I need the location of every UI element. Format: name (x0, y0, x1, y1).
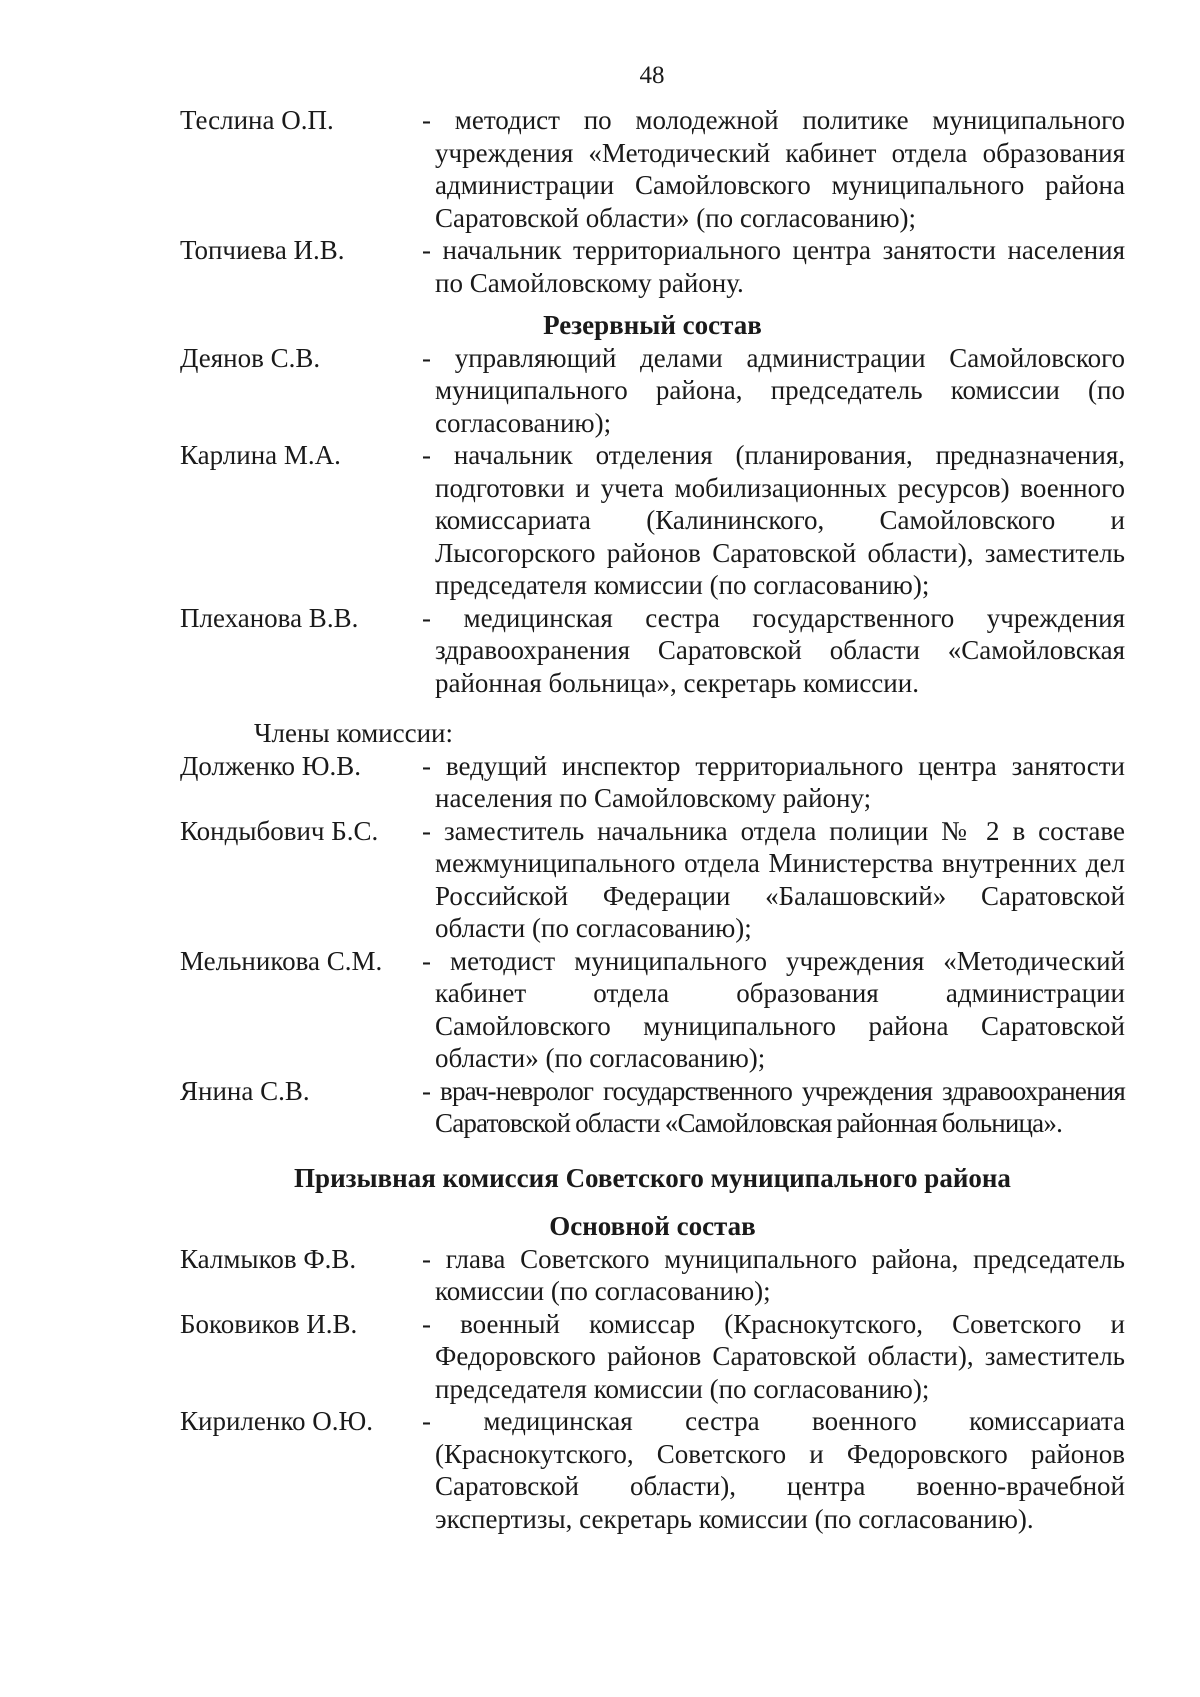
section-heading-commission: Призывная комиссия Советского муниципального района (294, 1162, 1011, 1193)
section-heading-main: Основной состав (549, 1211, 756, 1241)
person-role: - заместитель начальника отдела полиции № 2 в составе межмуниципального отдела Министерства внутренних дел Российской Федерации «Балашовский» Саратовской области (по согласованию); (422, 815, 1125, 943)
list-item (180, 1243, 1125, 1308)
list-item (180, 945, 1125, 1075)
person-role: - медицинская сестра государственного учреждения здравоохранения Саратовской области «Самойловская районная больница», секретарь комиссии. (422, 602, 1125, 698)
list-item (180, 342, 1125, 440)
person-role: - начальник территориального центра занятости населения по Самойловскому району. (422, 235, 1125, 298)
person-name: Деянов С.В. (180, 342, 321, 373)
section-heading-reserve: Резервный состав (543, 310, 762, 340)
document-body (180, 104, 1125, 1535)
list-item (180, 1075, 1125, 1140)
person-role: - военный комиссар (Краснокутского, Советского и Федоровского районов Саратовской области), заместитель председателя комиссии (по согласованию); (422, 1308, 1125, 1404)
person-role: - управляющий делами администрации Самойловского муниципального района, председатель комиссии (по согласованию); (422, 342, 1125, 438)
person-name: Плеханова В.В. (180, 602, 359, 633)
list-item (180, 439, 1125, 602)
person-role: - методист по молодежной политике муниципального учреждения «Методический кабинет отдела образования администрации Самойловского муниципального района Саратовской области» (по согласованию); (422, 105, 1125, 233)
person-name: Мельникова С.М. (180, 945, 383, 976)
list-item (180, 1308, 1125, 1406)
person-role: - глава Советского муниципального района, председатель комиссии (по согласованию); (422, 1243, 1125, 1306)
person-role: - врач-невролог государственного учреждения здравоохранения Саратовской области «Самойловская районная больница». (422, 1075, 1125, 1138)
person-name: Кириленко О.Ю. (180, 1406, 374, 1436)
list-item (180, 234, 1125, 299)
person-role: - начальник отделения (планирования, предназначения, подготовки и учета мобилизационных ресурсов) военного комиссариата (Калининского, Самойловского и Лысогорского районов Саратовской области), заместитель председателя комиссии (по согласованию); (422, 440, 1125, 600)
list-item (180, 1405, 1125, 1535)
members-label: Члены комиссии: (254, 718, 453, 748)
list-item (180, 602, 1125, 700)
person-name: Калмыков Ф.В. (180, 1243, 357, 1274)
person-name: Янина С.В. (180, 1075, 310, 1106)
list-item (180, 815, 1125, 945)
person-name: Кондыбович Б.С. (180, 815, 379, 846)
person-role: - методист муниципального учреждения «Методический кабинет отдела образования администрации Самойловского муниципального района Саратовской области» (по согласованию); (422, 945, 1125, 1073)
list-item (180, 104, 1125, 234)
person-name: Карлина М.А. (180, 440, 341, 470)
list-item (180, 750, 1125, 815)
person-name: Теслина О.П. (180, 105, 334, 135)
person-role: - ведущий инспектор территориального центра занятости населения по Самойловскому району; (422, 750, 1125, 813)
person-name: Долженко Ю.В. (180, 750, 362, 781)
page-number: 48 (639, 62, 665, 89)
person-name: Топчиева И.В. (180, 235, 345, 265)
person-name: Боковиков И.В. (180, 1308, 358, 1339)
person-role: - медицинская сестра военного комиссариата (Краснокутского, Советского и Федоровского районов Саратовской области), центра военно-врачебной экспертизы, секретарь комиссии (по согласованию). (422, 1406, 1125, 1534)
